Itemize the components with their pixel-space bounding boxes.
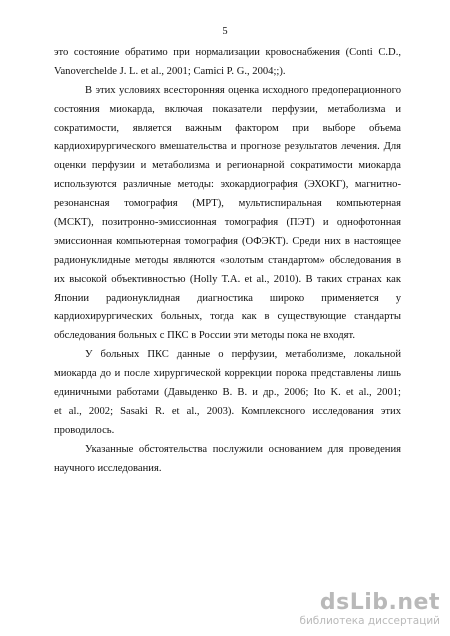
page-number: 5 — [222, 26, 228, 37]
text-line: Японии радионуклидная диагностика широко применяется у — [54, 292, 401, 304]
watermark-subtitle: библиотека диссертаций — [299, 615, 440, 627]
text-line: (МСКТ), позитронно-эмиссионная томография (ПЭТ) и однофотонная — [54, 217, 401, 229]
text-line: миокарда до и после хирургической коррекции порока представлены лишь — [54, 368, 401, 380]
text-line: единичными работами (Давыденко В. В. и др., 2006; Ito K. et al., 2001; — [54, 387, 401, 399]
text-line: радионуклидные методы являются «золотым стандартом» обследования в — [54, 254, 401, 266]
text-line: проводилось. — [54, 424, 115, 436]
text-line: Vanoverchelde J. L. et al., 2001; Camici P. G., 2004;;). — [54, 65, 286, 77]
text-line: оценки перфузии и метаболизма и регионарной сократимости миокарда — [54, 160, 401, 172]
text-line: Указанные обстоятельства послужили основанием для проведения — [85, 443, 401, 455]
text-line: резонансная томография (МРТ), мультиспиральная компьютерная — [54, 198, 401, 210]
watermark — [290, 591, 440, 628]
body-text — [54, 44, 401, 478]
text-line: используются различные методы: эхокардиография (ЭХОКГ), магнитно- — [54, 179, 401, 191]
text-line: кардиохирургического вмешательства и прогнозе результатов лечения. Для — [54, 141, 401, 153]
text-line: обследования больных с ПКС в России эти методы пока не входят. — [54, 330, 355, 342]
text-line: их высокой объективностью (Holly T.A. et al., 2010). В таких странах как — [54, 273, 401, 285]
text-line: У больных ПКС данные о перфузии, метаболизме, локальной — [85, 349, 401, 361]
text-line: кардиохирургических больных, тогда как в существующие стандарты — [54, 311, 401, 323]
watermark-logo: dsLib.net — [319, 590, 440, 615]
text-line: сократимости, является важным фактором при выборе объема — [54, 122, 401, 134]
text-line: et al., 2002; Sasaki R. et al., 2003). Комплексного исследования этих — [54, 405, 401, 417]
text-line: эмиссионная компьютерная томография (ОФЭКТ). Среди них в настоящее — [54, 235, 401, 247]
text-line: научного исследования. — [54, 462, 162, 474]
text-line: состояния миокарда, включая показатели перфузии, метаболизма и — [54, 103, 401, 115]
text-line: это состояние обратимо при нормализации кровоснабжения (Conti C.D., — [54, 47, 401, 58]
text-line: В этих условиях всесторонняя оценка исходного предоперационного — [85, 84, 401, 96]
